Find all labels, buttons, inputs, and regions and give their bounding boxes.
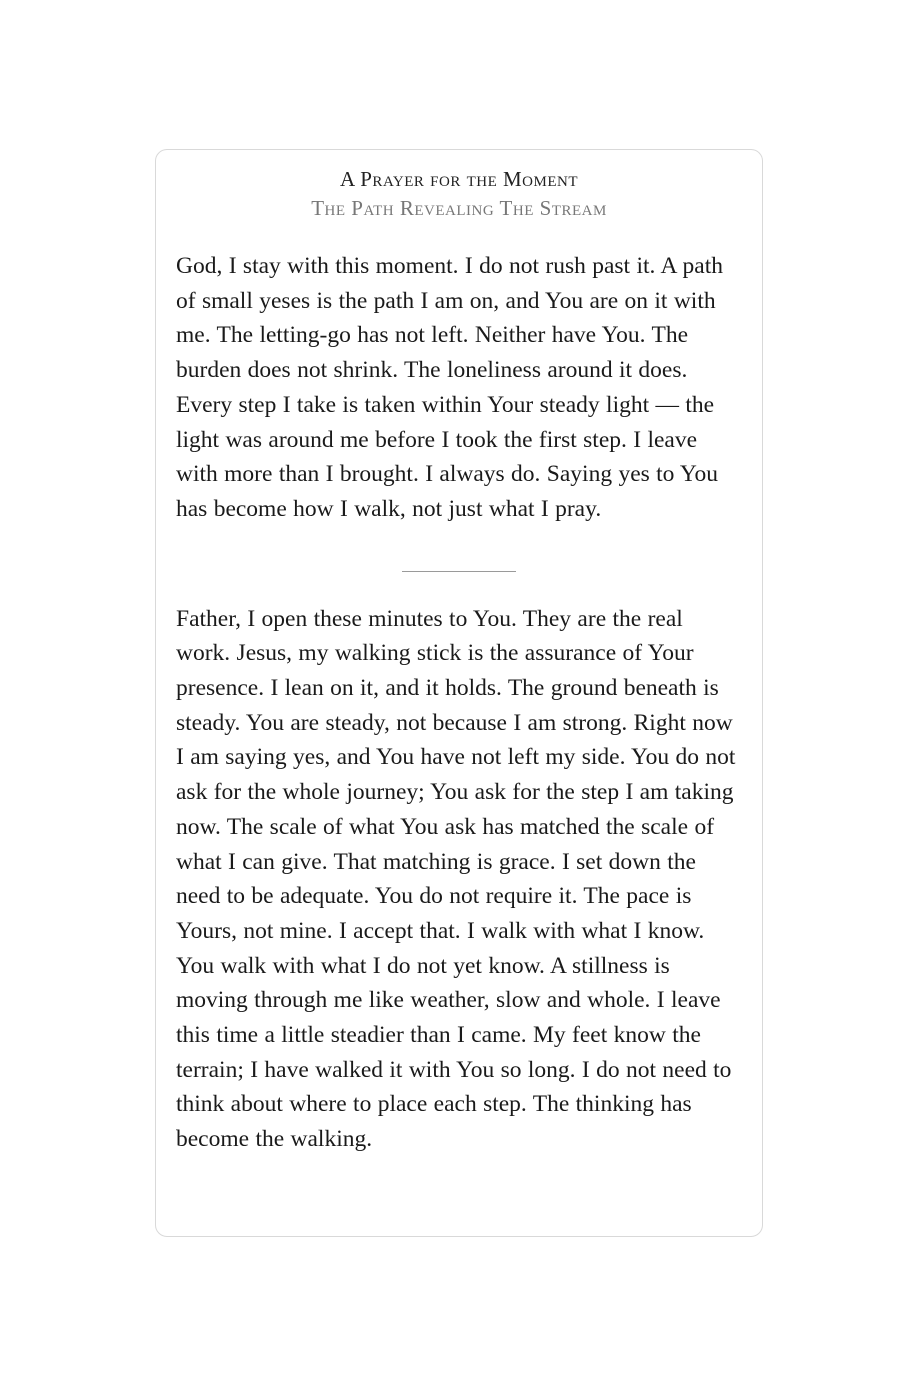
card-header [156,150,762,222]
section-divider [402,571,516,572]
prayer-paragraph-1: God, I stay with this moment. I do not rush past it. A path of small yeses is the path I am on, and You are on it with me. The letting-go has not left. Neither have You. The burden does not shrink. The loneliness around it does. Every step I take is taken within Your steady light — the light was around me before I took the first step. I leave with more than I brought. I always do. Saying yes to You has become how I walk, not just what I pray. [176,253,723,522]
prayer-title: A Prayer for the Moment [340,167,578,191]
prayer-card [155,149,763,1237]
prayer-paragraph-2: Father, I open these minutes to You. They are the real work. Jesus, my walking stick is the assurance of Your presence. I lean on it, and it holds. The ground beneath is steady. You are steady, not because I am strong. Right now I am saying yes, and You have not left my side. You do not ask for the whole journey; You ask for the step I am taking now. The scale of what You ask has matched the scale of what I can give. That matching is grace. I set down the need to be adequate. You do not require it. The pace is Yours, not mine. I accept that. I walk with what I know. You walk with what I do not yet know. A stillness is moving through me like weather, slow and whole. I leave this time a little steadier than I came. My feet know the terrain; I have walked it with You so long. I do not need to think about where to place each step. The thinking has become the walking. [176,605,736,1153]
prayer-subtitle: The Path Revealing The Stream [311,196,607,220]
